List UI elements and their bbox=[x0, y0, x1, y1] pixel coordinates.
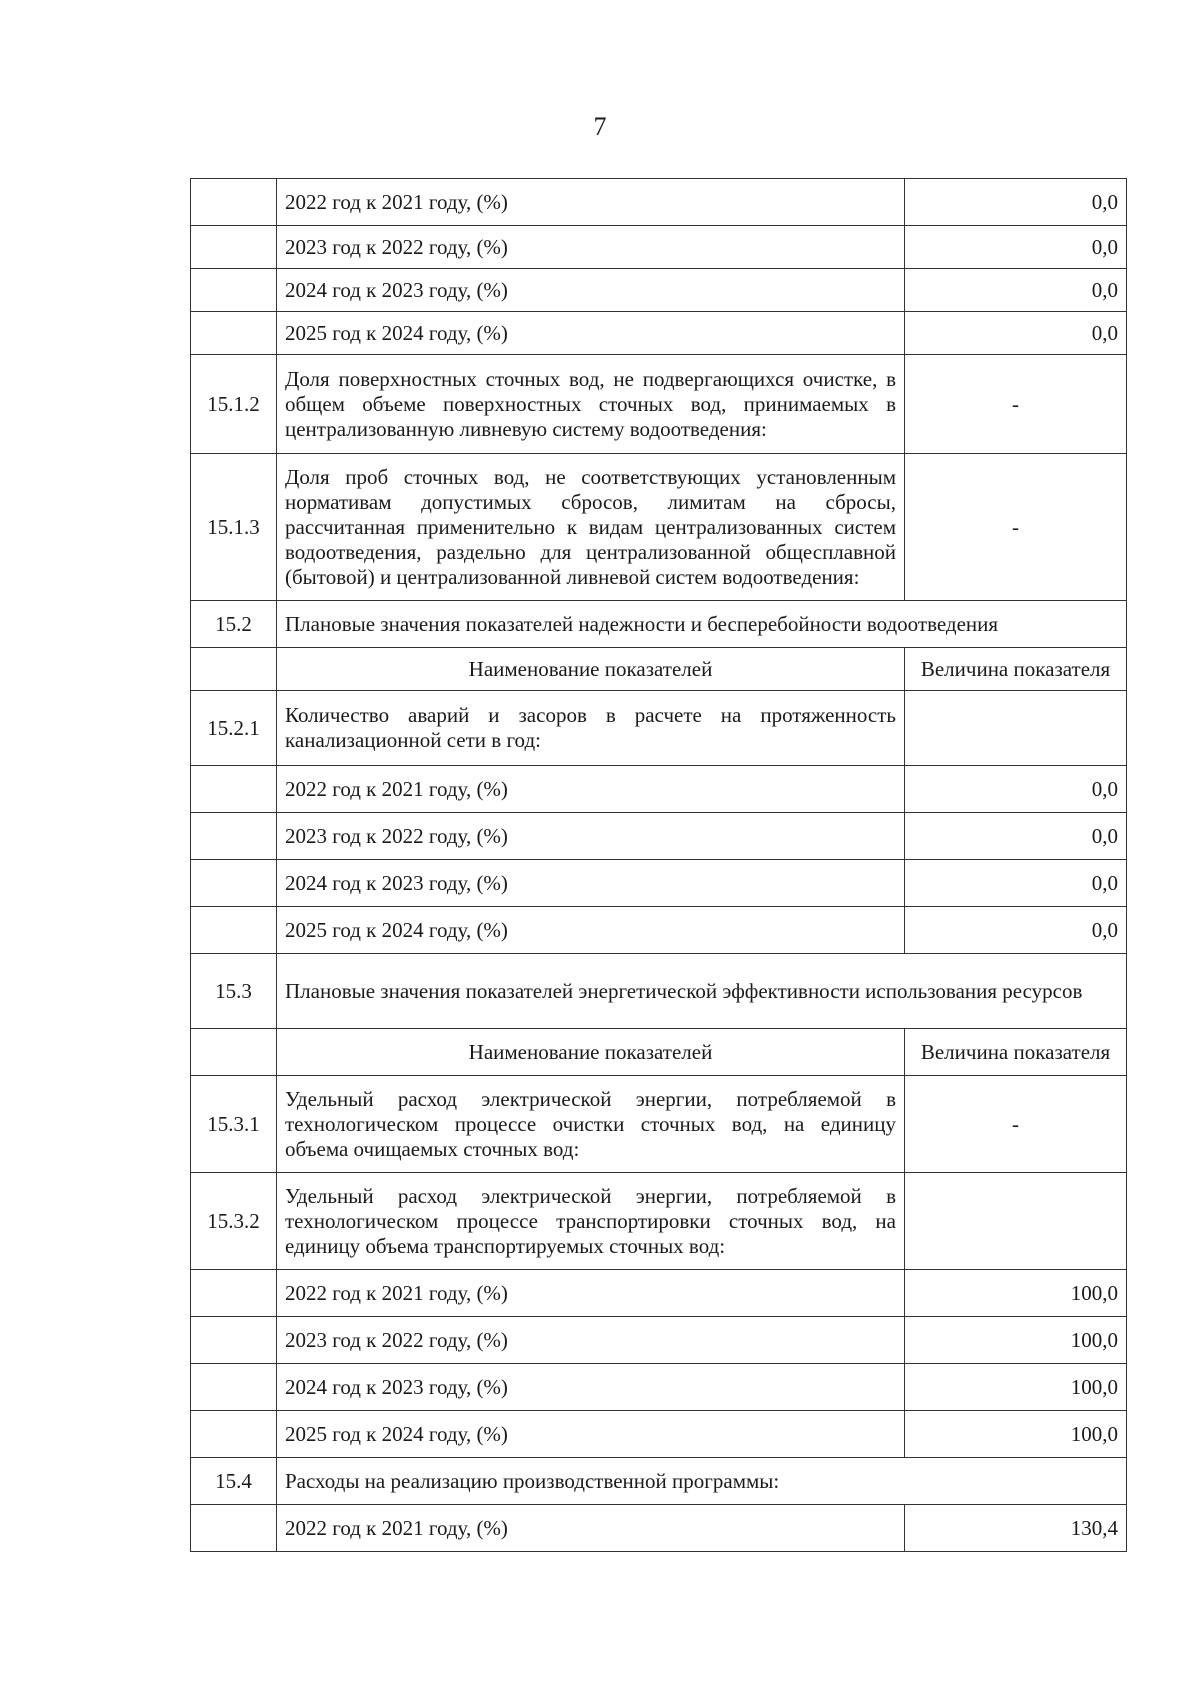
indicator-label: 2024 год к 2023 году, (%) bbox=[277, 269, 905, 312]
indicator-label: 2024 год к 2023 году, (%) bbox=[277, 1364, 905, 1411]
row-number: 15.1.3 bbox=[191, 454, 277, 601]
section-title: Плановые значения показателей энергетической эффективности использования ресурсов bbox=[277, 954, 1127, 1029]
row-number bbox=[191, 269, 277, 312]
indicator-value: 100,0 bbox=[905, 1270, 1127, 1317]
row-number bbox=[191, 179, 277, 226]
header-row bbox=[191, 648, 1127, 691]
indicator-label: 2025 год к 2024 году, (%) bbox=[277, 312, 905, 355]
table-row bbox=[191, 1173, 1127, 1270]
indicator-label: Удельный расход электрической энергии, потребляемой в технологическом процессе очистки сточных вод, на единицу объема очищаемых сточных вод: bbox=[277, 1076, 905, 1173]
indicator-label: Удельный расход электрической энергии, потребляемой в технологическом процессе транспортировки сточных вод, на единицу объема транспортируемых сточных вод: bbox=[277, 1173, 905, 1270]
row-number bbox=[191, 312, 277, 355]
row-number bbox=[191, 226, 277, 269]
indicator-value: - bbox=[905, 355, 1127, 454]
indicator-label: 2022 год к 2021 году, (%) bbox=[277, 766, 905, 813]
indicator-value: 0,0 bbox=[905, 179, 1127, 226]
indicator-value: - bbox=[905, 1076, 1127, 1173]
section-row bbox=[191, 1458, 1127, 1505]
indicator-value: 0,0 bbox=[905, 907, 1127, 954]
table-row bbox=[191, 1270, 1127, 1317]
indicator-value: 0,0 bbox=[905, 860, 1127, 907]
table-row bbox=[191, 1411, 1127, 1458]
indicator-value: 100,0 bbox=[905, 1317, 1127, 1364]
section-row bbox=[191, 601, 1127, 648]
indicator-value: 0,0 bbox=[905, 312, 1127, 355]
row-number bbox=[191, 1317, 277, 1364]
table-row bbox=[191, 691, 1127, 766]
indicator-label: 2025 год к 2024 году, (%) bbox=[277, 1411, 905, 1458]
table-row bbox=[191, 454, 1127, 601]
indicator-label: Количество аварий и засоров в расчете на протяженность канализационной сети в год: bbox=[277, 691, 905, 766]
section-number: 15.4 bbox=[191, 1458, 277, 1505]
indicator-label: 2023 год к 2022 году, (%) bbox=[277, 813, 905, 860]
indicator-value: 0,0 bbox=[905, 269, 1127, 312]
indicator-label: 2022 год к 2021 году, (%) bbox=[277, 1505, 905, 1552]
header-number-cell bbox=[191, 648, 277, 691]
table-row bbox=[191, 1364, 1127, 1411]
table-row bbox=[191, 312, 1127, 355]
section-row bbox=[191, 954, 1127, 1029]
indicator-value bbox=[905, 1173, 1127, 1270]
indicator-value: 0,0 bbox=[905, 766, 1127, 813]
indicator-label: Доля поверхностных сточных вод, не подвергающихся очистке, в общем объеме поверхностных сточных вод, принимаемых в централизованную ливневую систему водоотведения: bbox=[277, 355, 905, 454]
table-row bbox=[191, 269, 1127, 312]
row-number bbox=[191, 1364, 277, 1411]
indicator-value: - bbox=[905, 454, 1127, 601]
indicator-label: 2023 год к 2022 году, (%) bbox=[277, 226, 905, 269]
header-number-cell bbox=[191, 1029, 277, 1076]
header-value: Величина показателя bbox=[905, 1029, 1127, 1076]
row-number bbox=[191, 1270, 277, 1317]
header-name: Наименование показателей bbox=[277, 1029, 905, 1076]
table-row bbox=[191, 355, 1127, 454]
indicator-label: 2022 год к 2021 году, (%) bbox=[277, 179, 905, 226]
indicator-label: Доля проб сточных вод, не соответствующих установленным нормативам допустимых сбросов, лимитам на сбросы, рассчитанная применительно к видам централизованных систем водоотведения, раздельно для централизованной общесплавной (бытовой) и централизованной ливневой систем водоотведения: bbox=[277, 454, 905, 601]
section-number: 15.3 bbox=[191, 954, 277, 1029]
row-number bbox=[191, 813, 277, 860]
indicator-label: 2022 год к 2021 году, (%) bbox=[277, 1270, 905, 1317]
table-row bbox=[191, 766, 1127, 813]
header-value: Величина показателя bbox=[905, 648, 1127, 691]
indicator-value bbox=[905, 691, 1127, 766]
row-number bbox=[191, 1505, 277, 1552]
indicator-value: 130,4 bbox=[905, 1505, 1127, 1552]
table-row bbox=[191, 1076, 1127, 1173]
table-row bbox=[191, 179, 1127, 226]
header-name: Наименование показателей bbox=[277, 648, 905, 691]
table-row bbox=[191, 813, 1127, 860]
section-number: 15.2 bbox=[191, 601, 277, 648]
indicator-label: 2024 год к 2023 году, (%) bbox=[277, 860, 905, 907]
row-number: 15.1.2 bbox=[191, 355, 277, 454]
header-row bbox=[191, 1029, 1127, 1076]
indicator-label: 2023 год к 2022 году, (%) bbox=[277, 1317, 905, 1364]
table-row bbox=[191, 907, 1127, 954]
indicator-value: 100,0 bbox=[905, 1364, 1127, 1411]
row-number bbox=[191, 1411, 277, 1458]
table-row bbox=[191, 860, 1127, 907]
indicators-table bbox=[190, 178, 1127, 1552]
page-number: 7 bbox=[593, 112, 607, 141]
table-row bbox=[191, 1317, 1127, 1364]
indicator-value: 100,0 bbox=[905, 1411, 1127, 1458]
row-number bbox=[191, 860, 277, 907]
table-row bbox=[191, 226, 1127, 269]
table-row bbox=[191, 1505, 1127, 1552]
indicator-label: 2025 год к 2024 году, (%) bbox=[277, 907, 905, 954]
indicator-value: 0,0 bbox=[905, 813, 1127, 860]
row-number bbox=[191, 766, 277, 813]
row-number: 15.3.1 bbox=[191, 1076, 277, 1173]
row-number: 15.2.1 bbox=[191, 691, 277, 766]
section-title: Плановые значения показателей надежности и бесперебойности водоотведения bbox=[277, 601, 1127, 648]
section-title: Расходы на реализацию производственной программы: bbox=[277, 1458, 1127, 1505]
indicator-value: 0,0 bbox=[905, 226, 1127, 269]
row-number: 15.3.2 bbox=[191, 1173, 277, 1270]
row-number bbox=[191, 907, 277, 954]
